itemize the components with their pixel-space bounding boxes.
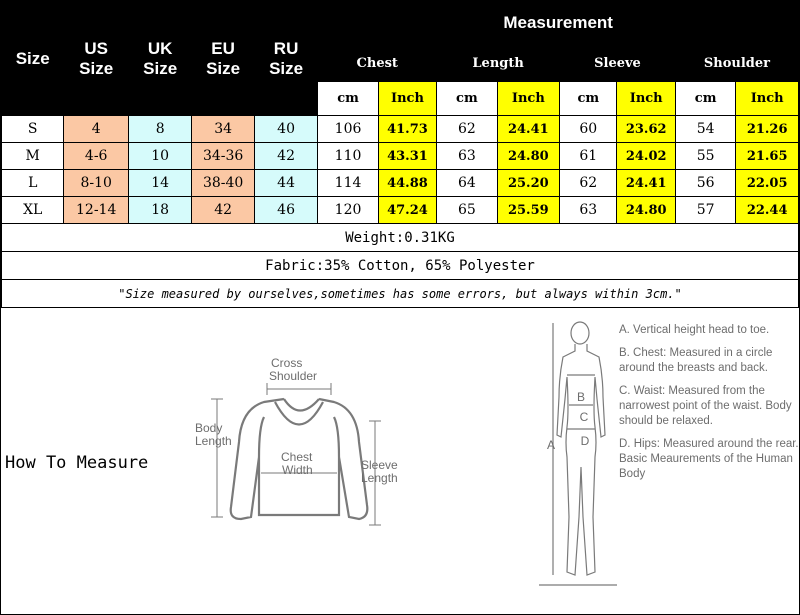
inch-unit-header: Inch: [617, 82, 675, 116]
cell-eu: 34-36: [192, 143, 254, 170]
cell-us: 4-6: [64, 143, 128, 170]
cell-chest-cm: 114: [318, 170, 378, 197]
body-label-b: B: [576, 390, 586, 404]
cell-size: S: [2, 116, 64, 143]
how-to-measure-label: How To Measure: [5, 453, 149, 473]
cell-chest-cm: 110: [318, 143, 378, 170]
size-table: [1, 1, 799, 308]
note-b: B. Chest: Measured in a circle around the breasts and back.: [619, 347, 773, 374]
cell-size: XL: [2, 197, 64, 224]
cell-length-in: 25.20: [497, 170, 559, 197]
cell-chest-cm: 106: [318, 116, 378, 143]
cell-shoulder-in: 21.65: [736, 143, 799, 170]
fabric-row: Fabric:35% Cotton, 65% Polyester: [2, 252, 799, 280]
cell-ru: 42: [254, 143, 317, 170]
cell-us: 8-10: [64, 170, 128, 197]
cell-us: 12-14: [64, 197, 128, 224]
cell-length-in: 24.41: [497, 116, 559, 143]
cell-shoulder-in: 22.05: [736, 170, 799, 197]
cell-uk: 14: [128, 170, 191, 197]
weight-row: Weight:0.31KG: [2, 224, 799, 252]
cell-shoulder-cm: 56: [675, 170, 735, 197]
cell-eu: 38-40: [192, 170, 254, 197]
cm-unit-header: cm: [675, 82, 735, 116]
shoulder-header: Shoulder: [675, 45, 798, 82]
uk-size-header: UK Size: [128, 2, 191, 116]
body-label-c: C: [579, 410, 589, 424]
cell-shoulder-cm: 57: [675, 197, 735, 224]
cell-chest-in: 44.88: [378, 170, 436, 197]
cell-uk: 10: [128, 143, 191, 170]
cell-chest-in: 41.73: [378, 116, 436, 143]
measurement-header: Measurement: [318, 2, 799, 45]
sleeve-header: Sleeve: [560, 45, 676, 82]
cell-eu: 42: [192, 197, 254, 224]
length-header: Length: [437, 45, 560, 82]
cell-ru: 46: [254, 197, 317, 224]
cell-sleeve-in: 24.41: [617, 170, 675, 197]
cross-shoulder-label-2: Shoulder: [269, 369, 318, 383]
cell-size: L: [2, 170, 64, 197]
table-row: [2, 170, 799, 197]
body-label-d: D: [580, 434, 590, 448]
sleeve-length-label-2: Length: [361, 471, 398, 485]
cell-eu: 34: [192, 116, 254, 143]
note-c: C. Waist: Measured from the narrowest point of the waist. Body should be relaxed.: [619, 385, 792, 427]
cell-length-cm: 63: [437, 143, 497, 170]
cell-ru: 40: [254, 116, 317, 143]
table-row: [2, 143, 799, 170]
cell-sleeve-in: 23.62: [617, 116, 675, 143]
cell-sleeve-cm: 63: [560, 197, 617, 224]
cell-shoulder-in: 22.44: [736, 197, 799, 224]
body-figure-diagram: [537, 317, 619, 593]
cell-uk: 8: [128, 116, 191, 143]
body-length-label-2: Length: [195, 434, 232, 448]
us-size-header: US Size: [64, 2, 128, 116]
garment-diagram: [189, 347, 419, 547]
note-a: A. Vertical height head to toe.: [619, 324, 770, 336]
table-row: [2, 116, 799, 143]
cell-shoulder-cm: 54: [675, 116, 735, 143]
cell-uk: 18: [128, 197, 191, 224]
body-length-label: Body: [195, 421, 223, 435]
cell-length-cm: 62: [437, 116, 497, 143]
cell-chest-cm: 120: [318, 197, 378, 224]
cm-unit-header: cm: [437, 82, 497, 116]
size-header: Size: [2, 2, 64, 116]
cell-length-cm: 65: [437, 197, 497, 224]
cell-shoulder-in: 21.26: [736, 116, 799, 143]
cell-chest-in: 47.24: [378, 197, 436, 224]
ru-size-header: RU Size: [254, 2, 317, 116]
cell-sleeve-in: 24.80: [617, 197, 675, 224]
sleeve-length-label: Sleeve: [361, 458, 398, 472]
inch-unit-header: Inch: [736, 82, 799, 116]
cell-shoulder-cm: 55: [675, 143, 735, 170]
body-label-a: A: [547, 438, 556, 452]
chest-width-label: Chest: [281, 450, 313, 464]
cell-us: 4: [64, 116, 128, 143]
table-row: [2, 197, 799, 224]
chest-header: Chest: [318, 45, 437, 82]
cross-shoulder-label: Cross: [271, 356, 303, 370]
cell-size: M: [2, 143, 64, 170]
measurement-note: "Size measured by ourselves,sometimes has some errors, but always within 3cm.": [2, 280, 799, 308]
how-to-measure-section: [1, 307, 799, 614]
cell-ru: 44: [254, 170, 317, 197]
cell-sleeve-cm: 61: [560, 143, 617, 170]
eu-size-header: EU Size: [192, 2, 254, 116]
cell-sleeve-in: 24.02: [617, 143, 675, 170]
cm-unit-header: cm: [318, 82, 378, 116]
cell-chest-in: 43.31: [378, 143, 436, 170]
body-measurement-notes: [619, 323, 799, 490]
cell-length-cm: 64: [437, 170, 497, 197]
cm-unit-header: cm: [560, 82, 617, 116]
cell-length-in: 24.80: [497, 143, 559, 170]
cell-sleeve-cm: 62: [560, 170, 617, 197]
inch-unit-header: Inch: [497, 82, 559, 116]
cell-length-in: 25.59: [497, 197, 559, 224]
inch-unit-header: Inch: [378, 82, 436, 116]
note-d: D. Hips: Measured around the rear. Basic Meaurements of the Human Body: [619, 438, 799, 480]
cell-sleeve-cm: 60: [560, 116, 617, 143]
chest-width-label-2: Width: [282, 463, 313, 477]
